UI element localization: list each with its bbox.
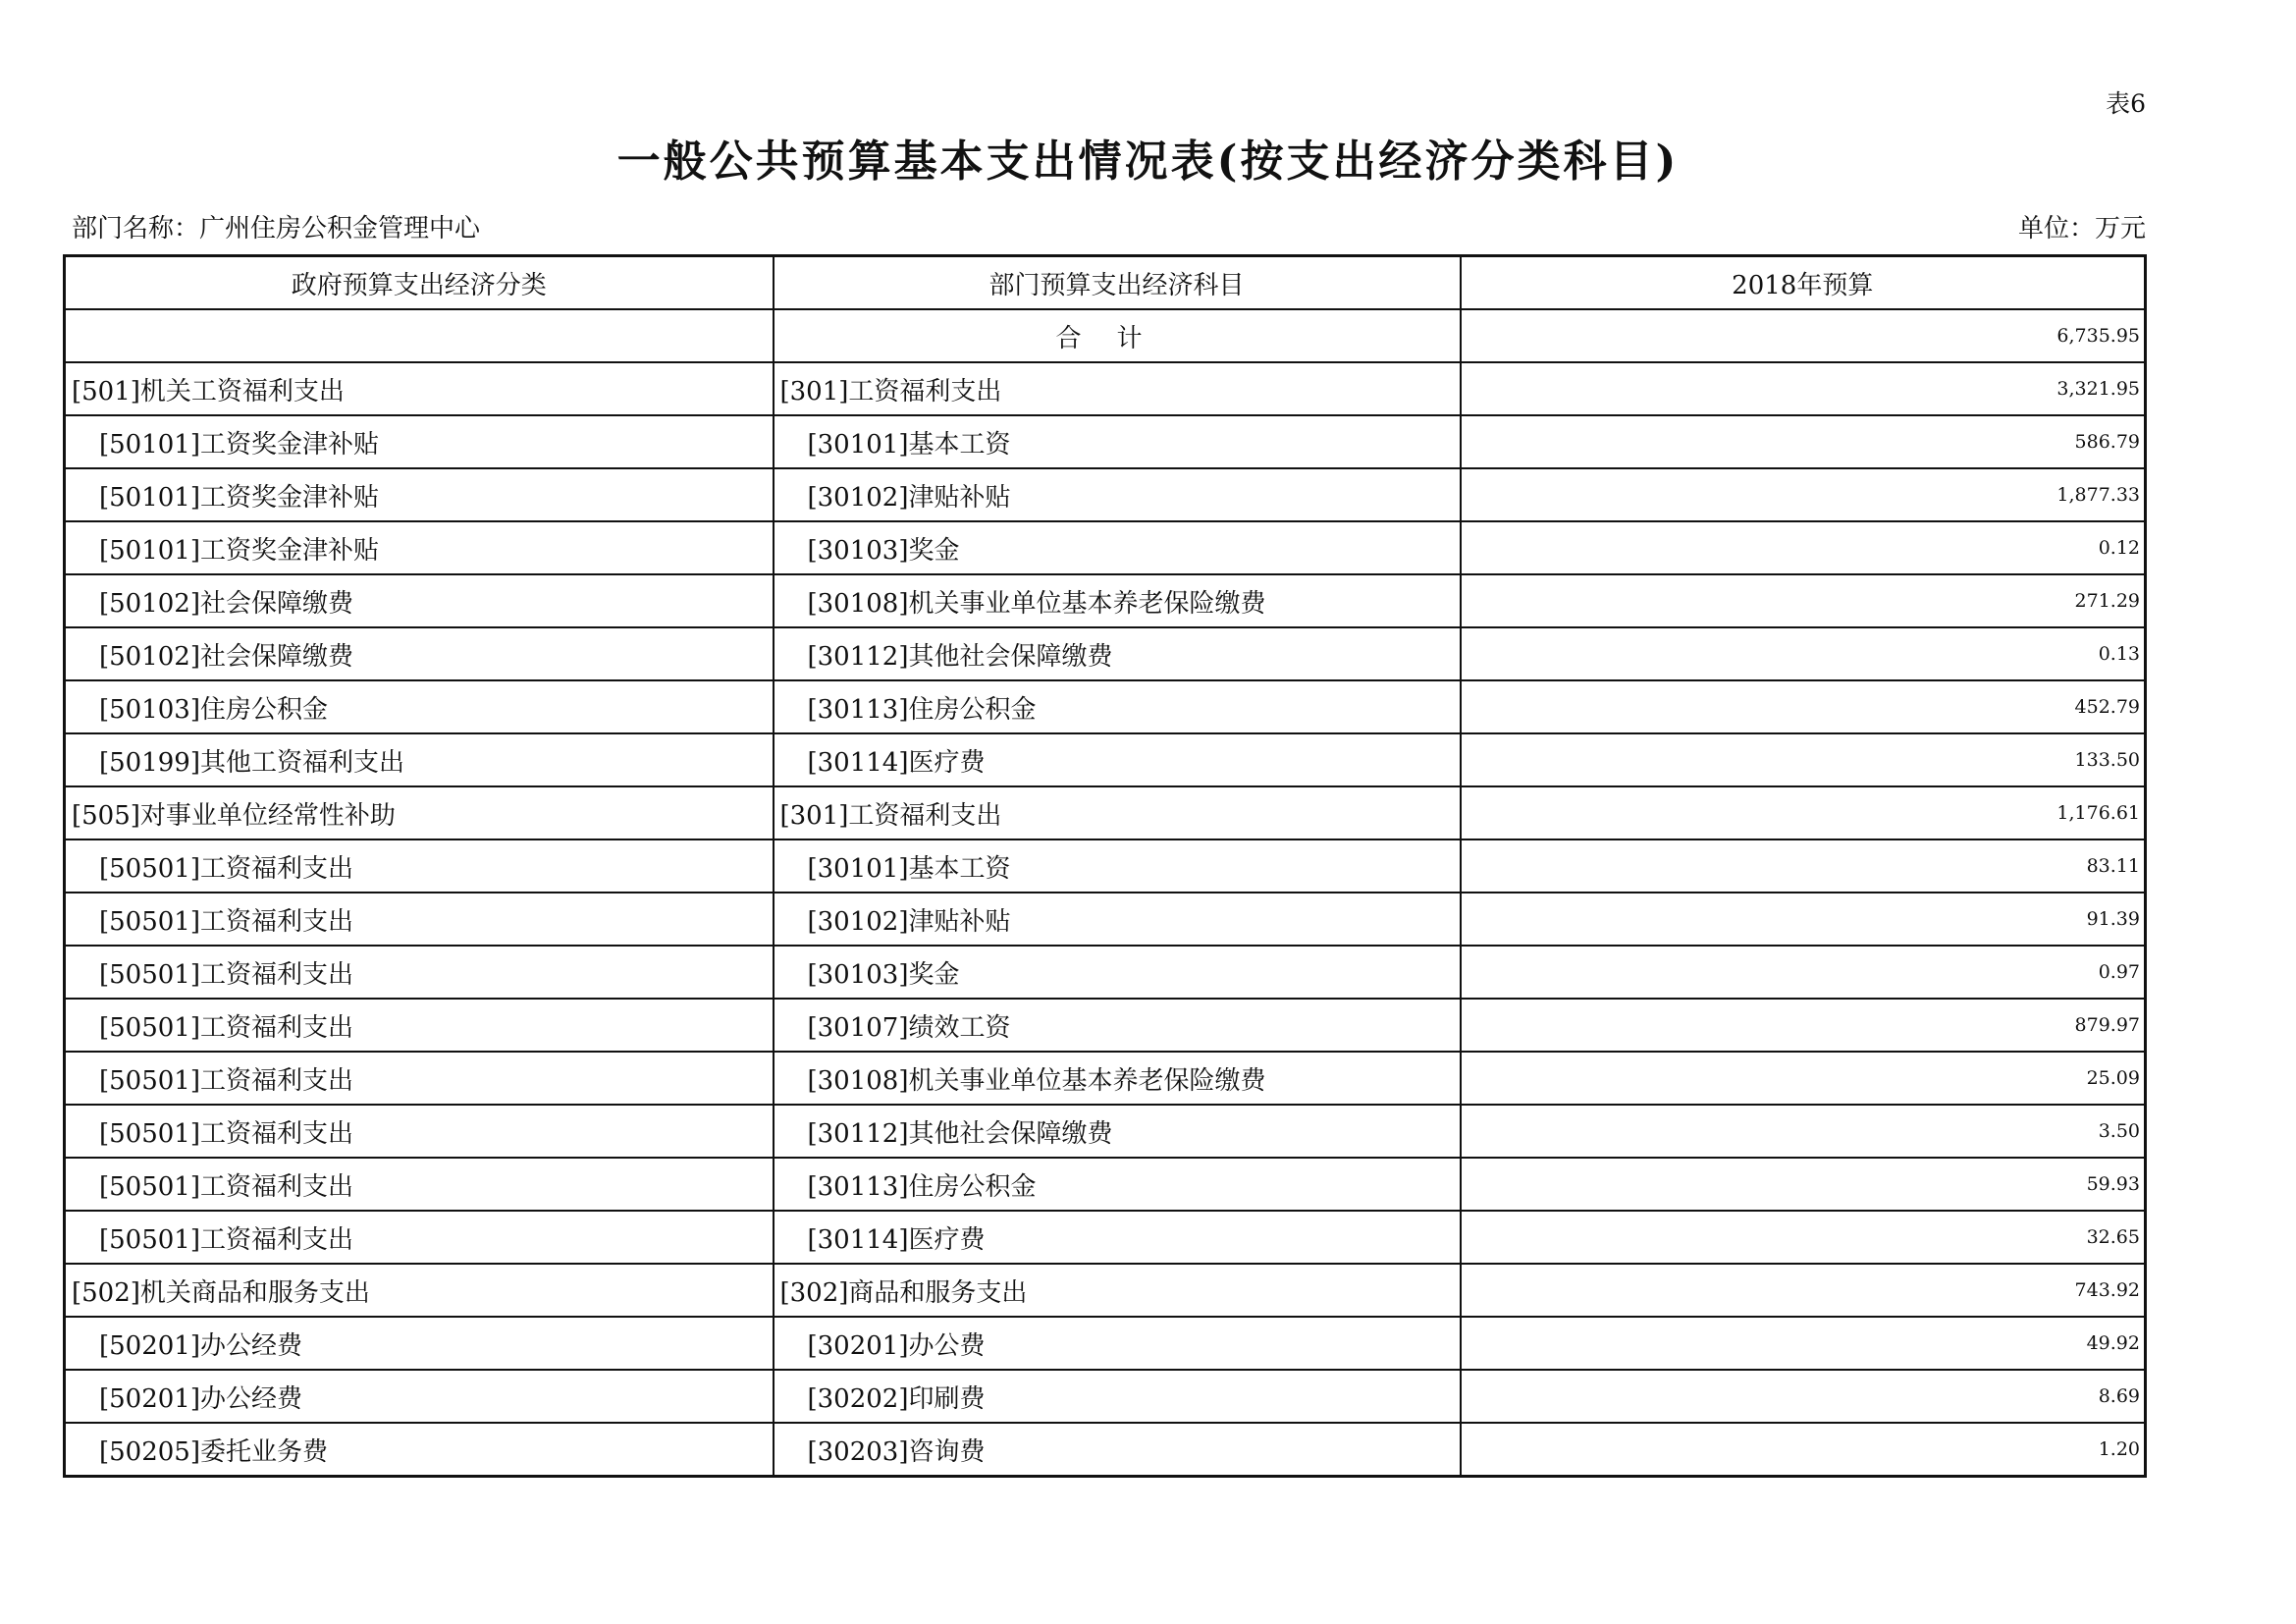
dept-item-cell: [30101]基本工资: [774, 839, 1461, 893]
dept-item-cell: [30112]其他社会保障缴费: [774, 627, 1461, 680]
gov-category-cell: [50501]工资福利支出: [65, 1052, 774, 1105]
gov-category-cell: [50199]其他工资福利支出: [65, 733, 774, 786]
table-row: [65, 1105, 2146, 1158]
table-row: [65, 1211, 2146, 1264]
total-row: [65, 309, 2146, 362]
gov-category-cell: [50501]工资福利支出: [65, 946, 774, 999]
table-row: [65, 999, 2146, 1052]
gov-category-cell: [50102]社会保障缴费: [65, 574, 774, 627]
dept-item-cell: [30203]咨询费: [774, 1423, 1461, 1477]
gov-category-cell: [50201]办公经费: [65, 1370, 774, 1423]
budget-table: [63, 254, 2147, 1478]
table-row: [65, 946, 2146, 999]
amount-cell: 879.97: [1461, 999, 2146, 1052]
dept-item-cell: [30112]其他社会保障缴费: [774, 1105, 1461, 1158]
unit-label: 单位：万元: [2017, 214, 2146, 244]
header-dept-item: 部门预算支出经济科目: [774, 256, 1461, 310]
dept-item-cell: [30114]医疗费: [774, 733, 1461, 786]
total-label: 合计: [774, 309, 1461, 362]
amount-cell: 91.39: [1461, 893, 2146, 946]
table-row: [65, 680, 2146, 733]
dept-item-cell: [30114]医疗费: [774, 1211, 1461, 1264]
department-name: 部门名称：广州住房公积金管理中心: [72, 214, 481, 244]
gov-category-cell: [50205]委托业务费: [65, 1423, 774, 1477]
table-row: [65, 1370, 2146, 1423]
table-row: [65, 362, 2146, 415]
amount-cell: 8.69: [1461, 1370, 2146, 1423]
gov-category-cell: [50501]工资福利支出: [65, 893, 774, 946]
dept-item-cell: [30102]津贴补贴: [774, 893, 1461, 946]
amount-cell: 49.92: [1461, 1317, 2146, 1370]
dept-item-cell: [302]商品和服务支出: [774, 1264, 1461, 1317]
gov-category-cell: [50501]工资福利支出: [65, 1158, 774, 1211]
amount-cell: 0.97: [1461, 946, 2146, 999]
amount-cell: 1,176.61: [1461, 786, 2146, 839]
dept-item-cell: [30101]基本工资: [774, 415, 1461, 468]
table-row: [65, 1158, 2146, 1211]
amount-cell: 59.93: [1461, 1158, 2146, 1211]
table-row: [65, 1264, 2146, 1317]
table-row: [65, 468, 2146, 521]
dept-item-cell: [30103]奖金: [774, 946, 1461, 999]
gov-category-cell: [501]机关工资福利支出: [65, 362, 774, 415]
gov-category-cell: [50101]工资奖金津补贴: [65, 415, 774, 468]
amount-cell: 271.29: [1461, 574, 2146, 627]
gov-category-cell: [50201]办公经费: [65, 1317, 774, 1370]
dept-item-cell: [30113]住房公积金: [774, 1158, 1461, 1211]
gov-category-cell: [50101]工资奖金津补贴: [65, 521, 774, 574]
table-row: [65, 839, 2146, 893]
amount-cell: 83.11: [1461, 839, 2146, 893]
amount-cell: 32.65: [1461, 1211, 2146, 1264]
gov-category-cell: [50501]工资福利支出: [65, 839, 774, 893]
gov-category-cell: [50103]住房公积金: [65, 680, 774, 733]
table-row: [65, 733, 2146, 786]
page-title: 一般公共预算基本支出情况表(按支出经济分类科目): [616, 136, 1680, 187]
gov-category-cell: [50102]社会保障缴费: [65, 627, 774, 680]
total-gov-cell: [65, 309, 774, 362]
gov-category-cell: [50501]工资福利支出: [65, 1211, 774, 1264]
dept-item-cell: [30201]办公费: [774, 1317, 1461, 1370]
amount-cell: 25.09: [1461, 1052, 2146, 1105]
dept-item-cell: [30107]绩效工资: [774, 999, 1461, 1052]
dept-item-cell: [30108]机关事业单位基本养老保险缴费: [774, 1052, 1461, 1105]
total-amount: 6,735.95: [1461, 309, 2146, 362]
table-row: [65, 574, 2146, 627]
table-number: 表6: [2106, 89, 2146, 118]
gov-category-cell: [50101]工资奖金津补贴: [65, 468, 774, 521]
amount-cell: 133.50: [1461, 733, 2146, 786]
dept-item-cell: [30108]机关事业单位基本养老保险缴费: [774, 574, 1461, 627]
table-row: [65, 786, 2146, 839]
dept-item-cell: [30202]印刷费: [774, 1370, 1461, 1423]
amount-cell: 3.50: [1461, 1105, 2146, 1158]
table-row: [65, 521, 2146, 574]
gov-category-cell: [50501]工资福利支出: [65, 999, 774, 1052]
gov-category-cell: [50501]工资福利支出: [65, 1105, 774, 1158]
table-row: [65, 893, 2146, 946]
amount-cell: 1,877.33: [1461, 468, 2146, 521]
table-row: [65, 1423, 2146, 1477]
amount-cell: 1.20: [1461, 1423, 2146, 1477]
header-row: [65, 256, 2146, 310]
dept-item-cell: [30102]津贴补贴: [774, 468, 1461, 521]
amount-cell: 452.79: [1461, 680, 2146, 733]
table-row: [65, 627, 2146, 680]
dept-item-cell: [30103]奖金: [774, 521, 1461, 574]
header-budget-2018: 2018年预算: [1461, 256, 2146, 310]
table-row: [65, 1052, 2146, 1105]
amount-cell: 586.79: [1461, 415, 2146, 468]
gov-category-cell: [502]机关商品和服务支出: [65, 1264, 774, 1317]
dept-item-cell: [30113]住房公积金: [774, 680, 1461, 733]
gov-category-cell: [505]对事业单位经常性补助: [65, 786, 774, 839]
header-gov-category: 政府预算支出经济分类: [65, 256, 774, 310]
table-row: [65, 415, 2146, 468]
amount-cell: 3,321.95: [1461, 362, 2146, 415]
table-row: [65, 1317, 2146, 1370]
amount-cell: 743.92: [1461, 1264, 2146, 1317]
dept-item-cell: [301]工资福利支出: [774, 362, 1461, 415]
amount-cell: 0.12: [1461, 521, 2146, 574]
amount-cell: 0.13: [1461, 627, 2146, 680]
dept-item-cell: [301]工资福利支出: [774, 786, 1461, 839]
